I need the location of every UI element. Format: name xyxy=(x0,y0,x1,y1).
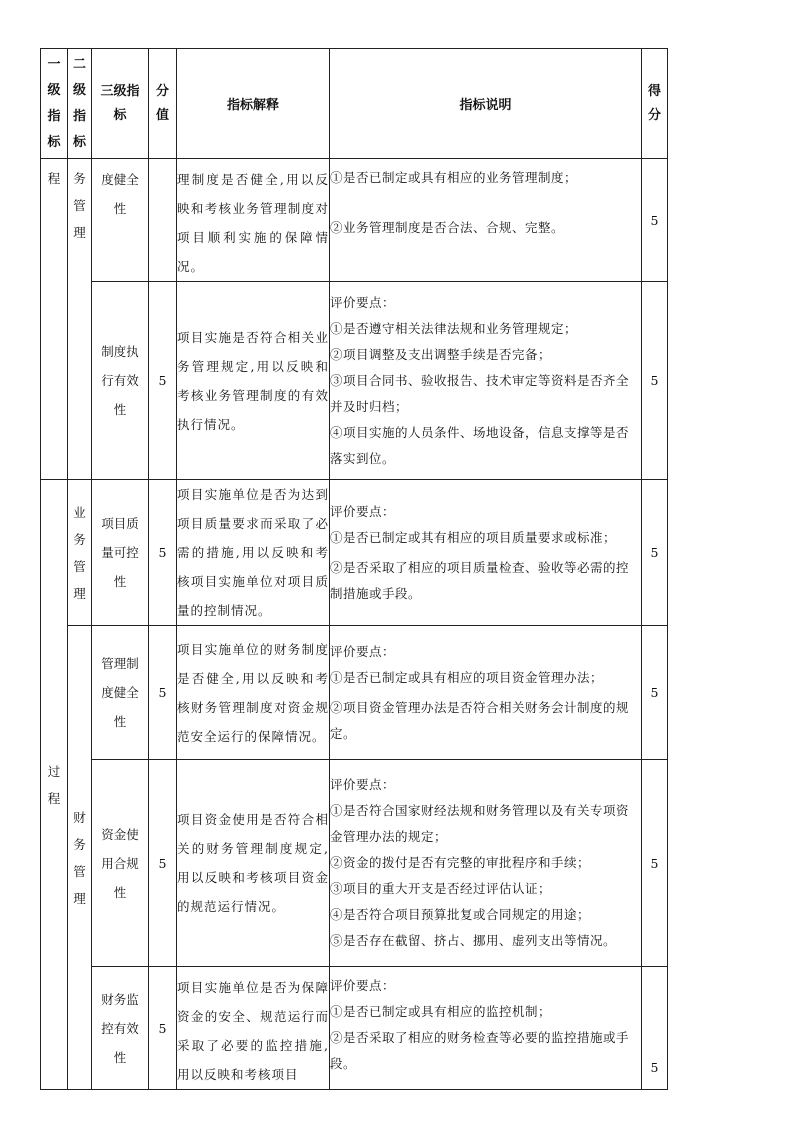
description-cell: ①是否已制定或具有相应的业务管理制度； ②业务管理制度是否合法、合规、完整。 xyxy=(330,159,642,282)
description-cell: 评价要点： ①是否已制定或其有相应的项目质量要求或标准； ②是否采取了相应的项目质量检查、验收等必需的控制措施或手段。 xyxy=(330,480,642,626)
level3-cell: 制度执 行有效 性 xyxy=(92,282,149,480)
obtained-score: 5 xyxy=(642,760,668,967)
table-row xyxy=(41,282,668,480)
explanation-cell: 项目实施单位是否为保障资金的安全、规范运行而采取了必要的监控措施,用以反映和考核项目 xyxy=(177,967,330,1090)
description-cell: 评价要点： ①是否遵守相关法律法规和业务管理规定； ②项目调整及支出调整手续是否完备； ③项目合同书、验收报告、技术审定等资料是否齐全并及时归档； ④项目实施的人员条件、场地设备，信息支撑等是否落实到位。 xyxy=(330,282,642,480)
score-cell: 5 xyxy=(149,480,177,626)
score-cell: 5 xyxy=(149,760,177,967)
header-level3: 三级指 标 xyxy=(92,49,149,159)
score-cell: 5 xyxy=(149,282,177,480)
level1-cell: 程 xyxy=(41,159,68,480)
level2-cell: 务 管 理 xyxy=(68,159,92,480)
header-level1: 一 级 指 标 xyxy=(41,49,68,159)
evaluation-table xyxy=(40,48,668,1090)
header-score: 分 值 xyxy=(149,49,177,159)
score-cell xyxy=(149,159,177,282)
score-cell: 5 xyxy=(149,626,177,760)
explanation-cell: 项目实施是否符合相关业务管理规定,用以反映和考核业务管理制度的有效执行情况。 xyxy=(177,282,330,480)
table-row xyxy=(41,626,668,760)
table-row xyxy=(41,159,668,282)
explanation-cell: 项目资金使用是否符合相关的财务管理制度规定,用以反映和考核项目资金的规范运行情况。 xyxy=(177,760,330,967)
table-row xyxy=(41,480,668,626)
level3-cell: 财务监 控有效 性 xyxy=(92,967,149,1090)
obtained-score: 5 xyxy=(642,159,668,282)
header-explanation: 指标解释 xyxy=(177,49,330,159)
obtained-score: 5 xyxy=(642,282,668,480)
explanation-cell: 项目实施单位的财务制度是否健全,用以反映和考核财务管理制度对资金规范安全运行的保障情况。 xyxy=(177,626,330,760)
description-cell: 评价要点： ①是否符合国家财经法规和财务管理以及有关专项资金管理办法的规定； ②资金的拨付是否有完整的审批程序和手续； ③项目的重大开支是否经过评估认证； ④是否符合项目预算批复或合同规定的用途； ⑤是否存在截留、挤占、挪用、虚列支出等情况。 xyxy=(330,760,642,967)
level2-cell: 财 务 管 理 xyxy=(68,626,92,1090)
explanation-cell: 理制度是否健全,用以反映和考核业务管理制度对项目顺利实施的保障情况。 xyxy=(177,159,330,282)
header-row xyxy=(41,49,668,159)
header-obtained: 得 分 xyxy=(642,49,668,159)
obtained-score: 5 xyxy=(642,626,668,760)
header-description: 指标说明 xyxy=(330,49,642,159)
level3-cell: 项目质 量可控 性 xyxy=(92,480,149,626)
description-cell: 评价要点： ①是否已制定或具有相应的项目资金管理办法； ②项目资金管理办法是否符合相关财务会计制度的规定。 xyxy=(330,626,642,760)
table-row xyxy=(41,967,668,1090)
level3-cell: 资金使 用合规 性 xyxy=(92,760,149,967)
level1-cell: 过 程 xyxy=(41,480,68,1090)
description-cell: 评价要点： ①是否已制定或具有相应的监控机制； ②是否采取了相应的财务检查等必要的监控措施或手段。 xyxy=(330,967,642,1090)
header-level2: 二 级 指 标 xyxy=(68,49,92,159)
obtained-score: 5 xyxy=(642,480,668,626)
obtained-score: 5 xyxy=(642,967,668,1090)
level3-cell: 管理制 度健全 性 xyxy=(92,626,149,760)
level2-cell: 业 务 管 理 xyxy=(68,480,92,626)
table-row xyxy=(41,760,668,967)
explanation-cell: 项目实施单位是否为达到项目质量要求而采取了必需的措施,用以反映和考核项目实施单位对项目质量的控制情况。 xyxy=(177,480,330,626)
score-cell: 5 xyxy=(149,967,177,1090)
level3-cell: 度健全 性 xyxy=(92,159,149,282)
